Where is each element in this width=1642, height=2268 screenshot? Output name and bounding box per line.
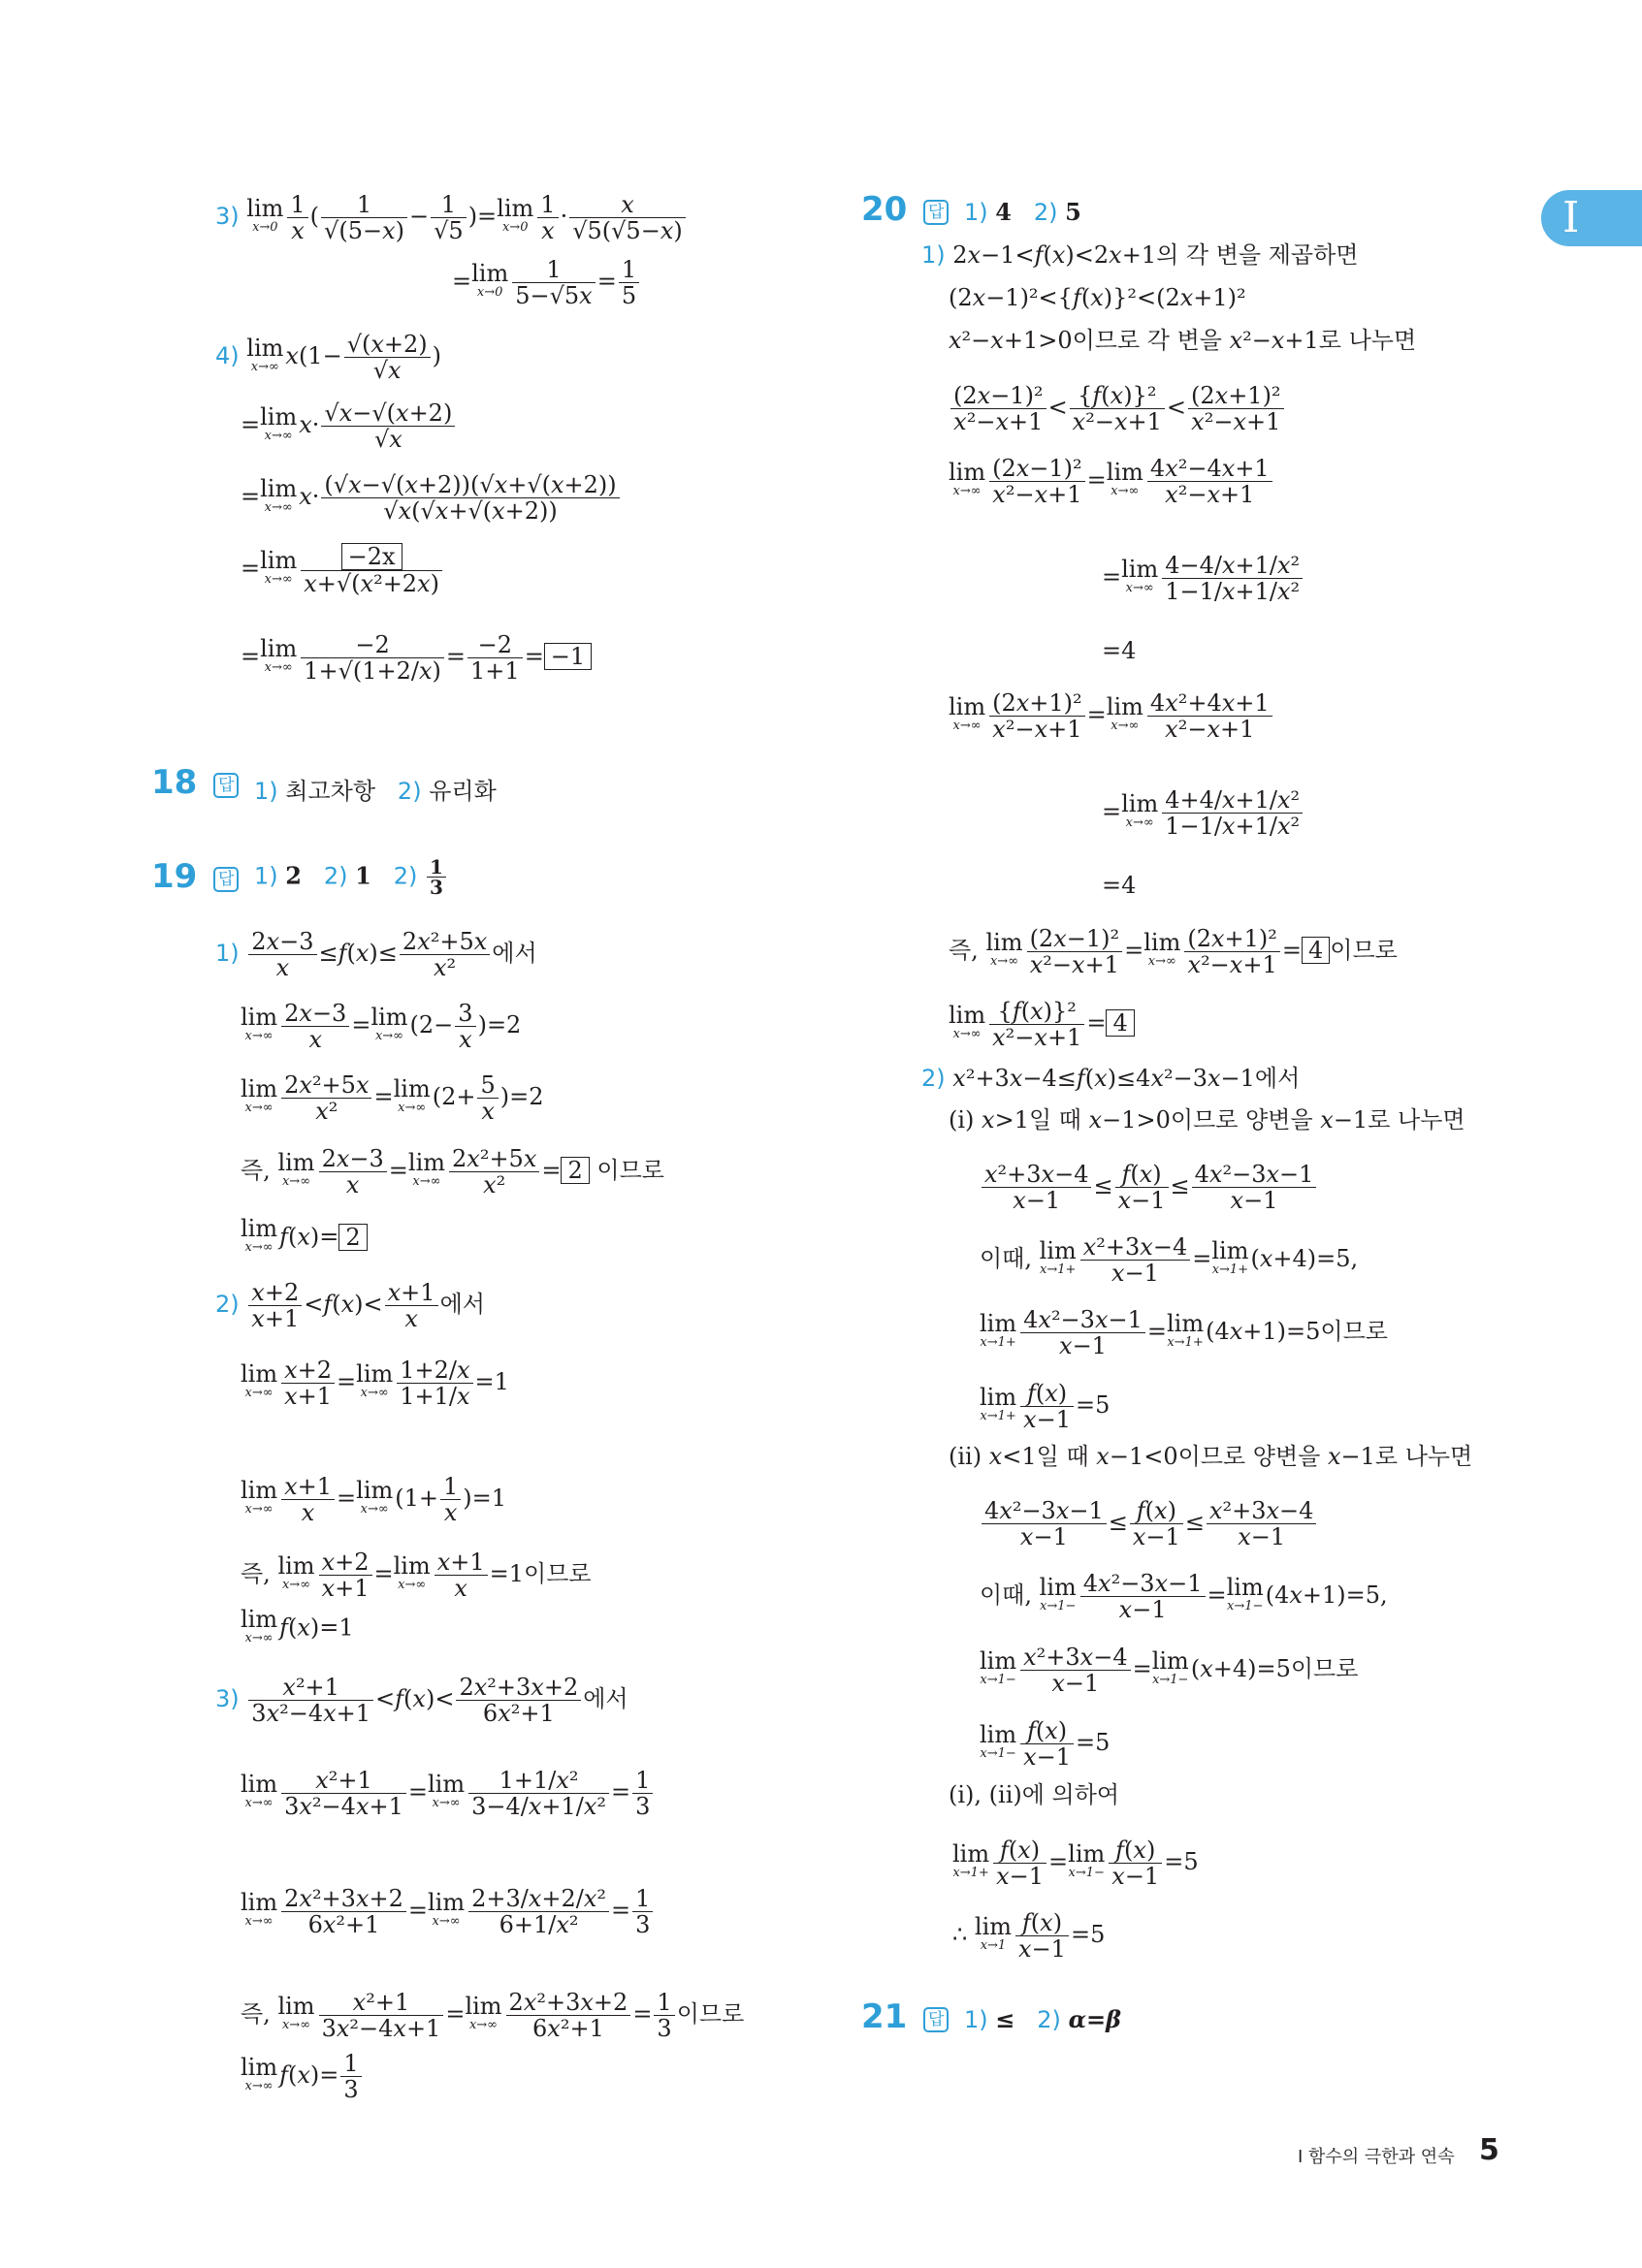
formula-line: lim x→∞ f(x)= 2 <box>241 1219 368 1258</box>
formula-line: ∴ lim x→1 $\frac{f(x)}{x-1}$ =5 <box>952 1909 1106 1963</box>
answer-box: −2x <box>341 543 402 570</box>
formula-line: lim x→∞ $\frac{x+2}{x+1}$ = lim x→∞ $\frac{1+2/x}{1+1/x}$ =1 <box>241 1357 509 1410</box>
formula-line: lim x→∞ $\frac{\text{2x²+3x+2}}{\text{6x²+1}}$ = lim x→∞ $\frac{\text{2+3/x+2/x²}}{\text{6+1/x²}}$ = $\frac{1}{3}$ <box>241 1886 655 1937</box>
answer-label: 답 <box>213 773 239 798</box>
answer-text: 1) 최고차항 2) 유리화 <box>254 778 497 805</box>
formula-line: 즉, lim x→∞ $\frac{2x-3}{x}$ = lim x→∞ $\frac{\text{2x²+5x}}{\text{x²}}$ = 2 이므로 <box>241 1145 664 1198</box>
answer-text: 1) ≤ 2) α=β <box>964 2005 1122 2033</box>
formula-line: 3) $\frac{\text{x²+1}}{\text{3x²−4x+1}}$ <f(x)< $\frac{\text{2x²+3x+2}}{\text{6x²+1}}$ 에서 <box>215 1674 628 1727</box>
answer-label: 답 <box>923 2007 949 2032</box>
formula-line: lim x→∞ $\frac{\text{2x²+5x}}{\text{x²}}$ = lim x→∞ (2+ $\frac{5}{x}$ )=2 <box>241 1071 544 1125</box>
formula-line: lim x→∞ $\frac{\text{(2x+1)²}}{\text{x²−x+1}}$ = lim x→∞ $\frac{\text{4x²+4x+1}}{\text{x²−x+1}}$ <box>949 690 1274 742</box>
formula-line: = lim x→∞ $\frac{\text{4−4/x+1/x²}}{\text{1−1/x+1/x²}}$ <box>1102 553 1304 604</box>
answer-box: 4 <box>1106 1009 1134 1037</box>
formula-line: lim x→1+ $\frac{f(x)}{x-1}$ =5 <box>980 1380 1111 1433</box>
formula-line: = lim x→∞ x· $\frac{(√x-√(x+2))(√x+√(x+2))}{√x(√x+√(x+2))}$ <box>241 472 622 524</box>
question-number: 18 <box>151 763 198 802</box>
formula-line: lim x→1+ $\frac{\text{4x²−3x−1}}{x-1}$ = lim x→1+ (4x+1)=5이므로 <box>980 1306 1388 1359</box>
formula-line: = lim x→∞ x· $\frac{√x-√(x+2)}{√x}$ <box>241 400 457 452</box>
formula-line: lim x→∞ $\frac{\text{(2x−1)²}}{\text{x²−x+1}}$ = lim x→∞ $\frac{\text{4x²−4x+1}}{\text{x²−x+1}}$ <box>949 456 1274 507</box>
formula-line: 2) $\frac{x+2}{x+1}$ <f(x)< $\frac{x+1}{x}$ 에서 <box>215 1279 485 1332</box>
formula-line: =4 <box>1102 872 1137 899</box>
formula-line: lim x→∞ $\frac{x+1}{x}$ = lim x→∞ (1+ $\frac{1}{x}$ )=1 <box>241 1473 507 1526</box>
answer-text: 1) 2 2) 1 2) $\frac{1}{3}$ <box>254 857 448 897</box>
formula-line: $\frac{\text{4x²−3x−1}}{x-1}$ ≤ $\frac{f(x)}{x-1}$ ≤ $\frac{\text{x²+3x−4}}{x-1}$ <box>980 1498 1318 1549</box>
formula-line: lim x→∞ $\frac{2x-3}{x}$ = lim x→∞ (2− $\frac{3}{x}$ )=2 <box>241 1000 522 1053</box>
formula-line: 즉, lim x→∞ $\frac{x+2}{x+1}$ = lim x→∞ $\frac{x+1}{x}$ =1이므로 <box>241 1549 592 1602</box>
answer-box: 2 <box>338 1224 367 1251</box>
answer-box: −1 <box>544 643 592 670</box>
formula-line: 즉, lim x→∞ $\frac{\text{x²+1}}{\text{3x²−4x+1}}$ = lim x→∞ $\frac{\text{2x²+3x+2}}{\text{6x²+1}}$ = $\frac{1}{3}$ 이므로 <box>241 1989 745 2042</box>
page-number: 5 <box>1479 2133 1499 2167</box>
question-number: 19 <box>151 857 198 896</box>
formula-line: lim x→∞ f(x)= $\frac{1}{3}$ <box>241 2051 364 2102</box>
formula-line: (2x−1)²<{f(x)}²<(2x+1)² <box>949 284 1246 311</box>
formula-line: 3) lim x→0 $\frac{1}{x}$ ( $\frac{1}{√(5-x)}$ − $\frac{1}{√5}$ )= lim x→0 $\frac{1}{x}$ · $\frac{x}{√5(√5-x)}$ <box>215 192 688 243</box>
formula-line: x²−x+1>0이므로 각 변을 x²−x+1로 나누면 <box>949 327 1417 354</box>
chapter-tab: I <box>1541 190 1642 246</box>
formula-line: 1) 2x−1<f(x)<2x+1의 각 변을 제곱하면 <box>921 241 1359 269</box>
answer-text: 1) 4 2) 5 <box>964 198 1081 226</box>
formula-line: lim x→∞ f(x)=1 <box>241 1606 354 1645</box>
answer-box: 4 <box>1302 937 1330 964</box>
formula-line: lim x→1− $\frac{f(x)}{x-1}$ =5 <box>980 1717 1111 1771</box>
answer-label: 답 <box>923 200 949 225</box>
formula-line: 이때, lim x→1− $\frac{\text{4x²−3x−1}}{x-1}$ = lim x→1− (4x+1)=5, <box>980 1570 1388 1623</box>
formula-line: lim x→1− $\frac{\text{x²+3x−4}}{x-1}$ = lim x→1− (x+4)=5이므로 <box>980 1644 1359 1697</box>
formula-line: = lim x→0 $\frac{1}{5-√5x}$ = $\frac{1}{5}$ <box>452 257 641 308</box>
answer-label: 답 <box>213 867 239 892</box>
answer-box: 2 <box>561 1157 589 1184</box>
footer-chapter: I 함수의 극한과 연속 <box>1298 2147 1455 2167</box>
formula-line: 1) $\frac{2x-3}{x}$ ≤f(x)≤ $\frac{\text{2x²+5x}}{\text{x²}}$ 에서 <box>215 928 537 981</box>
formula-line: = lim x→∞ $\frac{\text{4+4/x+1/x²}}{\text{1−1/x+1/x²}}$ <box>1102 787 1304 839</box>
formula-line: = lim x→∞ $\frac{-2}{1+√(1+2/x)}$ = $\frac{-2}{1+1}$ = −1 <box>241 632 592 684</box>
formula-line: 이때, lim x→1+ $\frac{\text{x²+3x−4}}{x-1}$ = lim x→1+ (x+4)=5, <box>980 1233 1359 1287</box>
formula-line: (i) x>1일 때 x−1>0이므로 양변을 x−1로 나누면 <box>949 1106 1465 1134</box>
formula-line: $\frac{\text{x²+3x−4}}{x-1}$ ≤ $\frac{f(x)}{x-1}$ ≤ $\frac{\text{4x²−3x−1}}{x-1}$ <box>980 1162 1318 1213</box>
formula-line: (ii) x<1일 때 x−1<0이므로 양변을 x−1로 나누면 <box>949 1443 1473 1470</box>
question-number: 20 <box>861 190 908 229</box>
formula-line: lim x→∞ $\frac{\text{\{f(x)\}²}}{\text{x²−x+1}}$ = 4 <box>949 999 1135 1050</box>
formula-line: = lim x→∞ $\frac{-2x}{\text{x+√(x²+2x)}}$ <box>241 543 444 596</box>
formula-line: 4) lim x→∞ x(1− $\frac{√(x+2)}{√x}$ ) <box>215 331 442 384</box>
formula-line: lim x→1+ $\frac{f(x)}{x-1}$ = lim x→1− $\frac{f(x)}{x-1}$ =5 <box>952 1837 1199 1890</box>
formula-line: 즉, lim x→∞ $\frac{\text{(2x−1)²}}{\text{x²−x+1}}$ = lim x→∞ $\frac{\text{(2x+1)²}}{\text{x²−x+1}}$ = 4 이므로 <box>949 925 1398 978</box>
formula-line: $\frac{\text{(2x−1)²}}{\text{x²−x+1}}$ < $\frac{\text{\{f(x)\}²}}{\text{x²−x+1}}$ < $\frac{\text{(2x+1)²}}{\text{x²−x+1}}$ <box>949 383 1286 434</box>
formula-line: =4 <box>1102 637 1137 664</box>
formula-line: 2) x²+3x−4≤f(x)≤4x²−3x−1에서 <box>921 1065 1301 1092</box>
question-number: 21 <box>861 1997 908 2036</box>
formula-line: lim x→∞ $\frac{\text{x²+1}}{\text{3x²−4x+1}}$ = lim x→∞ $\frac{\text{1+1/x²}}{\text{3−4/x+1/x²}}$ = $\frac{1}{3}$ <box>241 1768 655 1819</box>
formula-line: (i), (ii)에 의하여 <box>949 1781 1120 1808</box>
